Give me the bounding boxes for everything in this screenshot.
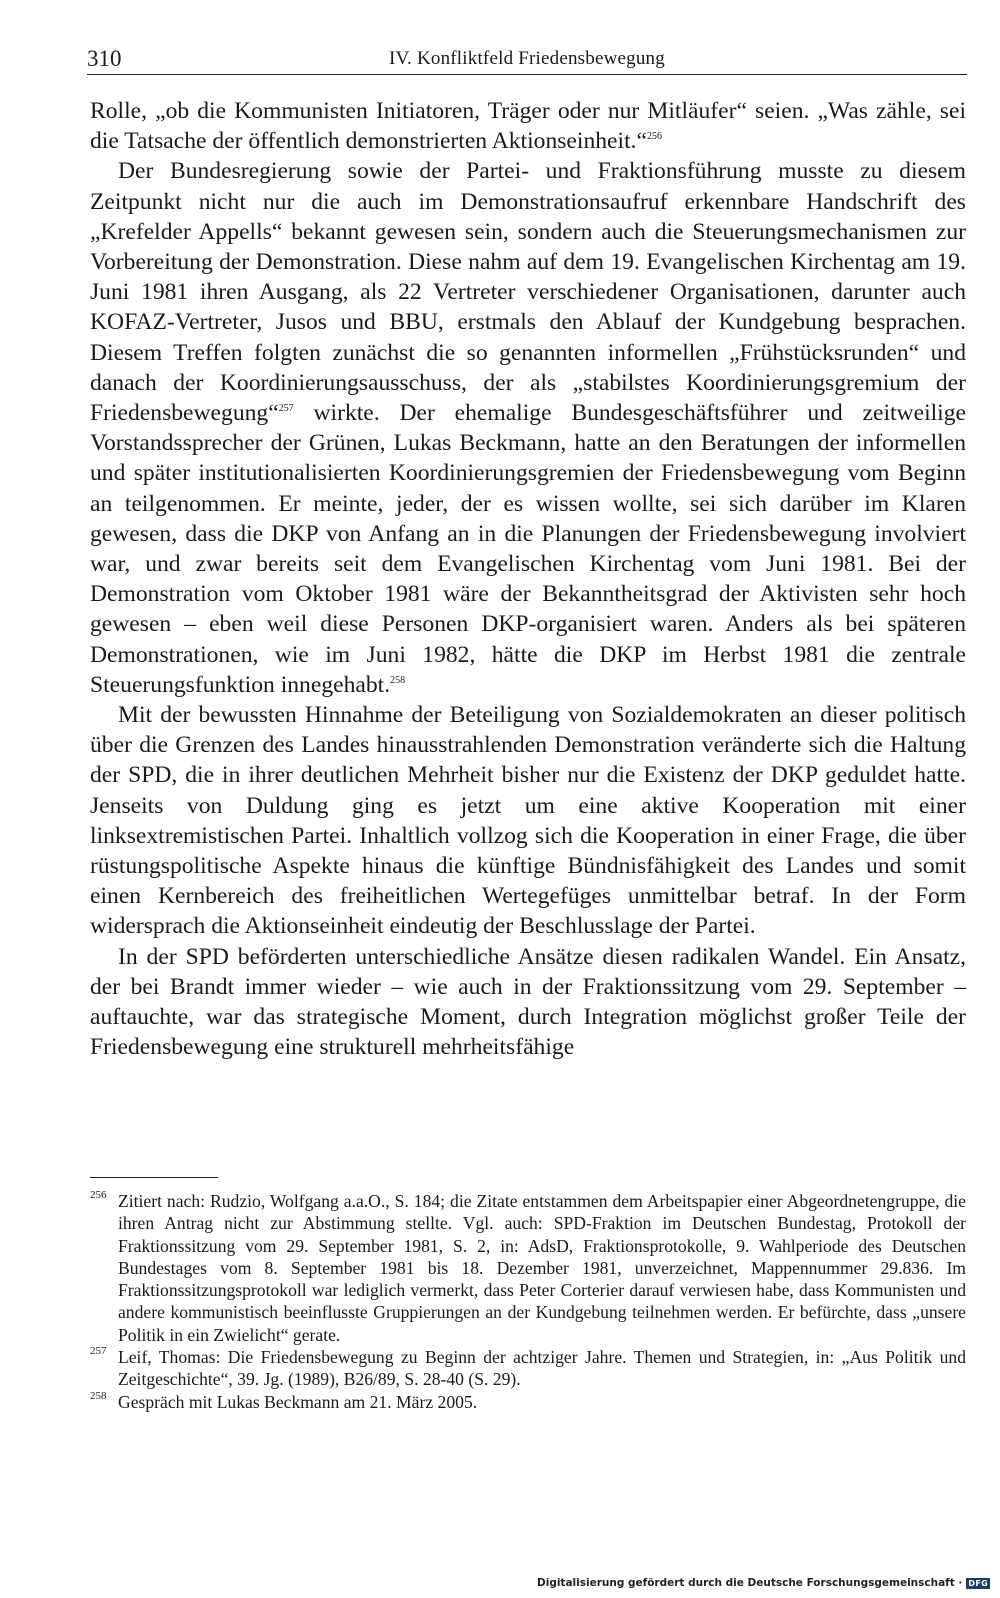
page-number: 310: [87, 46, 122, 71]
footnote: [90, 1391, 966, 1413]
footnote-text: Zitiert nach: Rudzio, Wolfgang a.a.O., S. 184; die Zitate entstammen dem Arbeitspapier einer Abgeordnetengruppe, die ihren Antrag nicht zur Abstimmung stellte. Vgl. auch: SPD-Fraktion im Deutschen Bundestag, Protokoll der Fraktionssitzung vom 29. September 1981, S. 2, in: AdsD, Fraktionsprotokolle, 9. Wahlperiode des Deutschen Bundestages vom 8. September 1981 bis 18. Dezember 1981, unverzeichnet, Mappennummer 29.836. Im Fraktionssitzungsprotokoll war lediglich vermerkt, dass Peter Corterier darauf verwiesen habe, dass Kommunisten und andere kommunistisch beeinflusste Gruppierungen an der Kundgebung teilnehmen werden. Er befürchte, dass „unsere Politik in ein Zwielicht“ gerate.: [118, 1191, 966, 1345]
body-text: [90, 96, 966, 1063]
footnote: [90, 1190, 966, 1346]
paragraph: [90, 700, 966, 942]
footnote-reference: 256: [647, 131, 662, 143]
dfg-logo-icon: DFG: [968, 1578, 988, 1588]
paragraph-text: In der SPD beförderten unterschiedliche Ansätze diesen radikalen Wandel. Ein Ansatz, der bei Brandt immer wieder – wie auch in der Fraktionssitzung vom 29. September – auftauchte, war das strategische Moment, durch Integration möglichst großer Teile der Friedensbewegung eine strukturell mehrheitsfähige: [90, 943, 966, 1061]
footnote-reference: 258: [390, 674, 406, 686]
page-header: [87, 44, 967, 75]
footnotes: [90, 1190, 966, 1413]
running-title: IV. Konfliktfeld Friedensbewegung: [389, 48, 665, 69]
paragraph: [90, 156, 966, 700]
paragraph: [90, 96, 966, 156]
paragraph-text: Der Bundesregierung sowie der Partei- und Fraktionsführung musste zu diesem Zeitpunkt nicht nur die auch im Demonstrationsaufruf erkennbare Handschrift des „Krefelder Appells“ bekannt gewesen sein, sondern auch die Steuerungsmechanismen zur Vorbereitung der Demonstration. Diese nahm auf dem 19. Evangelischen Kirchentag am 19. Juni 1981 ihren Ausgang, als 22 Vertreter verschiedener Organisationen, darunter auch KOFAZ-Vertreter, Jusos und BBU, erstmals den Ablauf der Kundgebung besprachen. Diesem Treffen folgten zunächst die so genannten informellen „Frühstücksrunden“ und danach der Koordinierungsausschuss, der als „stabilstes Koordinierungsgremium der Friedensbewegung“: [90, 158, 966, 427]
footnote: [90, 1346, 966, 1391]
footnote-number: 256: [90, 1189, 107, 1201]
paragraph-text: Mit der bewussten Hinnahme der Beteiligung von Sozialdemokraten an dieser politisch über die Grenzen des Landes hinausstrahlenden Demonstration veränderte sich die Haltung der SPD, die in ihrer deutlichen Mehrheit bisher nur die Existenz der DKP geduldet hatte. Jenseits von Duldung ging es jetzt um eine aktive Kooperation mit einer linksextremistischen Partei. Inhaltlich vollzog sich die Kooperation in einer Frage, die über rüstungspolitische Aspekte hinaus die künftige Bündnisfähigkeit des Landes und somit einen Kernbereich des freiheitlichen Wertegefüges unmittelbar betraf. In der Form widersprach die Aktionseinheit eindeutig der Beschlusslage der Partei.: [90, 702, 966, 940]
footnote-text: Gespräch mit Lukas Beckmann am 21. März 2005.: [118, 1391, 478, 1412]
paragraph: [90, 942, 966, 1063]
paragraph-text: Rolle, „ob die Kommunisten Initiatoren, Träger oder nur Mitläufer“ seien. „Was zähle, sei die Tatsache der öffentlich demonstrierten Aktionseinheit.“: [90, 98, 966, 155]
digitization-credit: [537, 1577, 990, 1589]
paragraph-text: wirkte. Der ehemalige Bundesgeschäftsführer und zeitweilige Vorstandssprecher der Grünen, Lukas Beckmann, hatte an den Beratungen der informellen und später institutionalisierten Koordinierungsgremien der Friedensbewegung vom Beginn an teilgenommen. Er meinte, jeder, der es wissen wollte, sei sich darüber im Klaren gewesen, dass die DKP von Anfang an in die Planungen der Friedensbewegung involviert war, und zwar bereits seit dem Evangelischen Kirchentag vom Juni 1981. Bei der Demonstration vom Oktober 1981 wäre der Bekanntheitsgrad der Aktivisten sehr hoch gewesen – eben weil diese Personen DKP-organisiert waren. Anders als bei späteren Demonstrationen, wie im Juni 1982, hätte die DKP im Herbst 1981 die zentrale Steuerungsfunktion innegehabt.: [90, 400, 966, 698]
footnote-number: 257: [90, 1345, 107, 1358]
footnote-text: Leif, Thomas: Die Friedensbewegung zu Beginn der achtziger Jahre. Themen und Strategien, in: „Aus Politik und Zeitgeschichte“, 39. Jg. (1989), B26/89, S. 28-40 (S. 29).: [118, 1347, 966, 1390]
footnote-number: 258: [90, 1389, 107, 1402]
credit-text: Digitalisierung gefördert durch die Deutsche Forschungsgemeinschaft ·: [537, 1577, 963, 1589]
footnote-divider: [90, 1177, 218, 1178]
footnote-reference: 257: [278, 403, 294, 415]
